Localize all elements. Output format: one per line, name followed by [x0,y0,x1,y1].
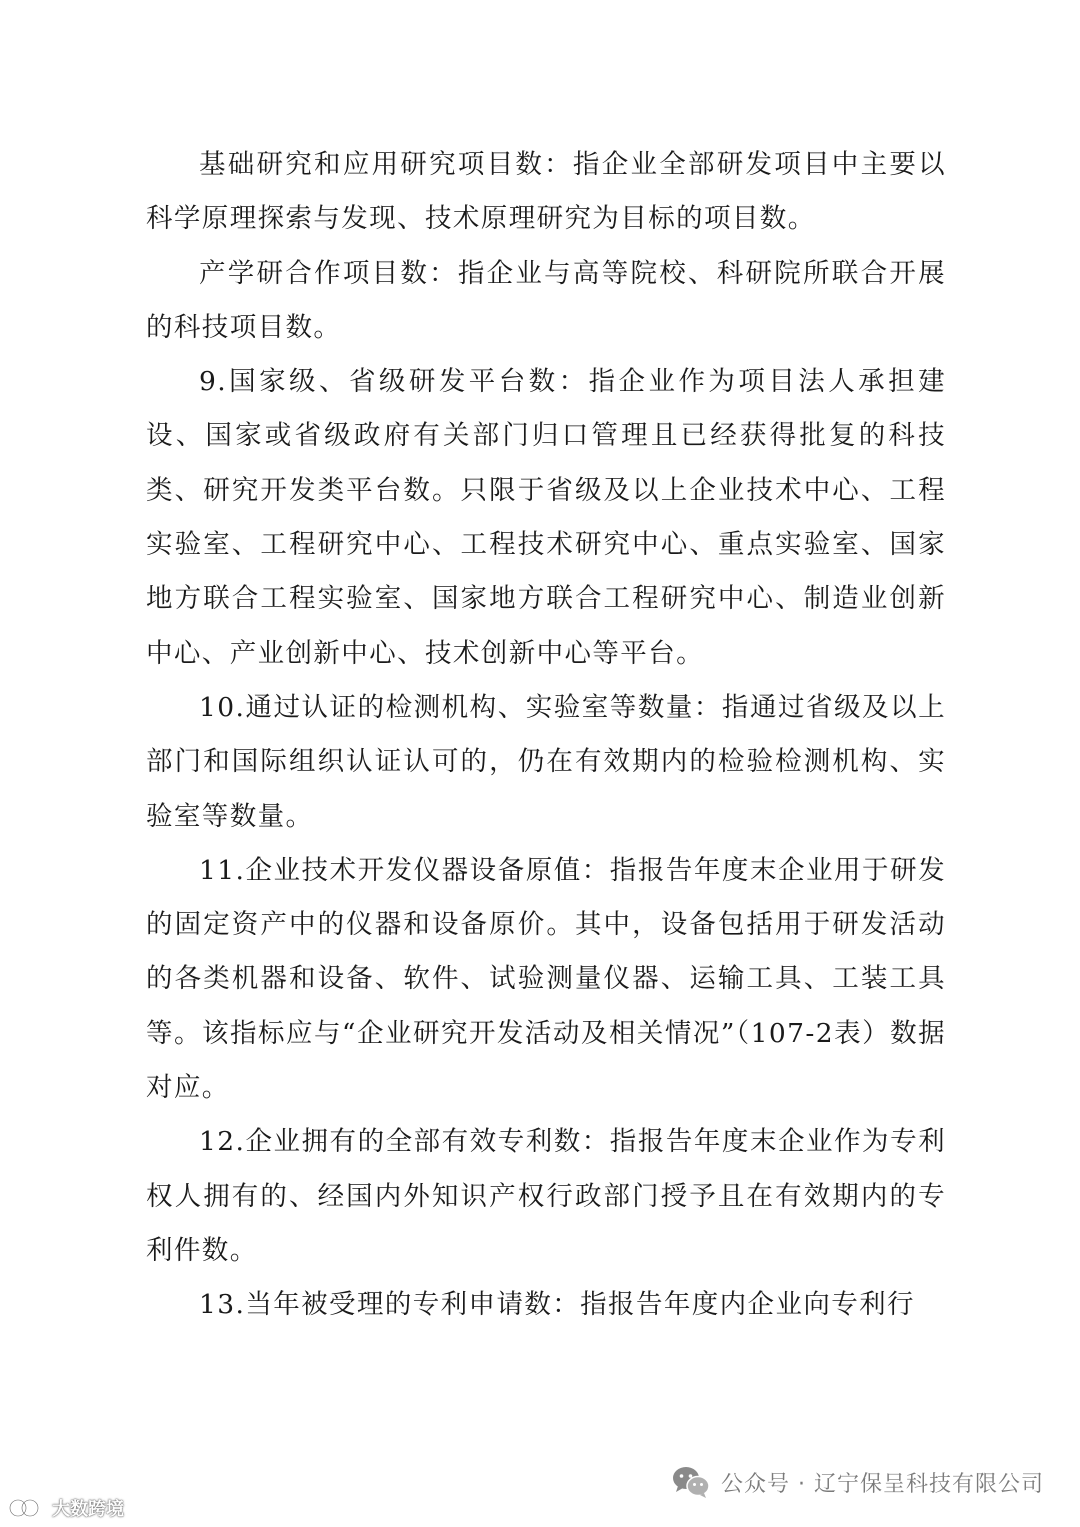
paragraph-certified-labs: 10.通过认证的检测机构、实验室等数量：指通过省级及以上部门和国际组织认证认可的，仍在有效期内的检验检测机构、实验室等数量。 [146,691,946,832]
corner-watermark [8,1494,124,1522]
document-body [146,138,946,1333]
corner-watermark-label: 大数跨境 [52,1499,124,1520]
wechat-account-watermark [671,1462,1044,1502]
paragraph-equipment-value: 11.企业技术开发仪器设备原值：指报告年度末企业用于研发的固定资产中的仪器和设备原价。其中，设备包括用于研发活动的各类机器和设备、软件、试验测量仪器、运输工具、工装工具等。该指标应与“企业研究开发活动及相关情况”（107-2表）数据对应。 [146,854,946,1104]
wechat-icon [671,1465,711,1499]
paragraph-basic-research: 基础研究和应用研究项目数：指企业全部研发项目中主要以科学原理探索与发现、技术原理研究为目标的项目数。 [146,149,946,235]
brand-logo-icon [8,1496,48,1520]
paragraph-patent-applications: 13.当年被受理的专利申请数：指报告年度内企业向专利行 [199,1289,915,1321]
paragraph-valid-patents: 12.企业拥有的全部有效专利数：指报告年度末企业作为专利权人拥有的、经国内外知识产权行政部门授予且在有效期内的专利件数。 [146,1126,946,1266]
wechat-account-label: 公众号 · 辽宁保呈科技有限公司 [721,1471,1044,1497]
paragraph-rd-platforms: 9.国家级、省级研发平台数：指企业作为项目法人承担建设、国家或省级政府有关部门归口管理且已经获得批复的科技类、研究开发类平台数。只限于省级及以上企业技术中心、工程实验室、工程研究中心、工程技术研究中心、重点实验室、国家地方联合工程实验室、国家地方联合工程研究中心、制造业创新中心、产业创新中心、技术创新中心等平台。 [146,366,946,669]
paragraph-industry-academia: 产学研合作项目数：指企业与高等院校、科研院所联合开展的科技项目数。 [146,257,946,343]
